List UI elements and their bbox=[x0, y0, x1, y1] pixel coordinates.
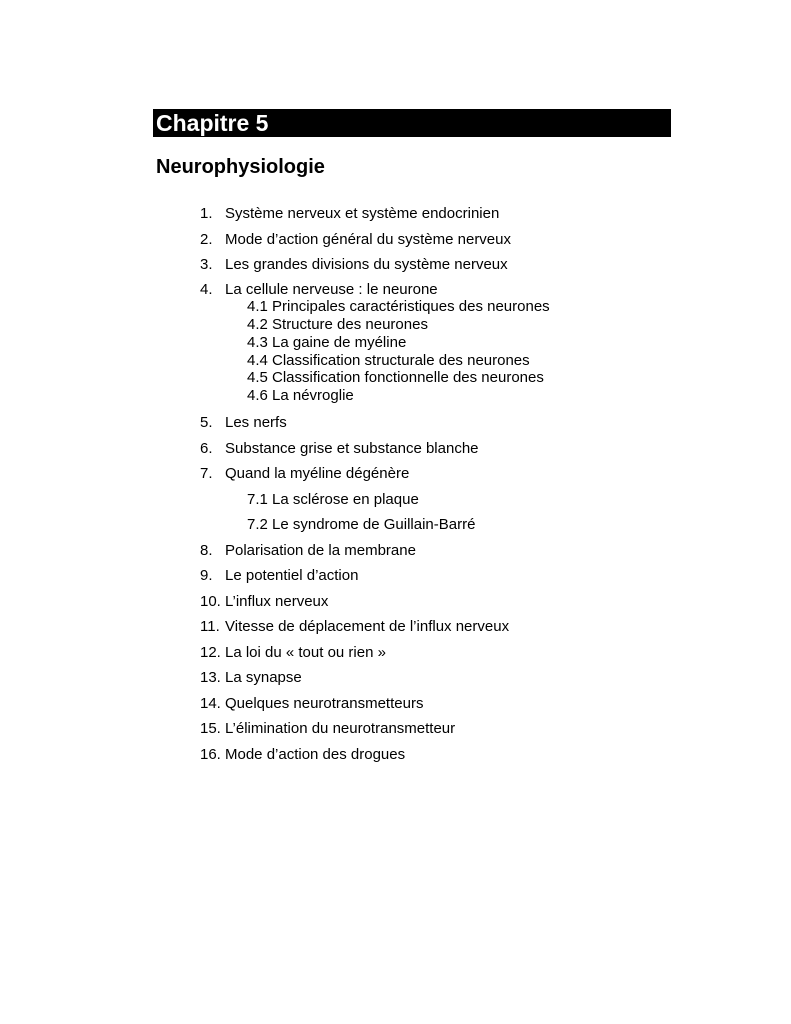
toc-label: Les grandes divisions du système nerveux bbox=[225, 256, 508, 273]
toc-item-3 bbox=[0, 252, 791, 278]
toc-number: 15. bbox=[200, 720, 221, 738]
toc-item-11 bbox=[0, 614, 791, 640]
toc-item-12 bbox=[0, 640, 791, 666]
toc-subitem: 7.2 Le syndrome de Guillain-Barré bbox=[247, 516, 476, 534]
toc-item-1 bbox=[0, 201, 791, 227]
toc-subitems bbox=[0, 487, 791, 538]
toc-label: La cellule nerveuse : le neurone bbox=[225, 280, 438, 298]
toc-number: 16. bbox=[200, 745, 221, 763]
toc-subitem: 4.5 Classification fonctionnelle des neurones bbox=[247, 369, 544, 387]
toc-number: 5. bbox=[200, 414, 213, 432]
toc-number: 6. bbox=[200, 439, 213, 457]
toc-subitem: 4.4 Classification structurale des neurones bbox=[247, 351, 530, 369]
chapter-subtitle: Neurophysiologie bbox=[156, 156, 325, 178]
toc-subitem: 4.1 Principales caractéristiques des neurones bbox=[247, 298, 550, 316]
toc-item-9 bbox=[0, 563, 791, 589]
toc-item-6 bbox=[0, 436, 791, 462]
toc-subitem: 7.1 La sclérose en plaque bbox=[247, 490, 419, 508]
toc-number: 12. bbox=[200, 643, 221, 661]
toc-label: Polarisation de la membrane bbox=[225, 541, 416, 559]
toc-label: Quelques neurotransmetteurs bbox=[225, 694, 424, 712]
toc-subitem: 4.3 La gaine de myéline bbox=[247, 333, 407, 351]
toc-number: 2. bbox=[200, 230, 213, 248]
toc-number: 9. bbox=[200, 567, 213, 585]
toc-number: 4. bbox=[200, 280, 213, 298]
toc-item-7-subitems bbox=[0, 487, 791, 538]
toc-item-10 bbox=[0, 589, 791, 615]
toc-label: Système nerveux et système endocrinien bbox=[225, 205, 500, 222]
toc-label: La loi du « tout ou rien » bbox=[225, 643, 386, 661]
chapter-title-bar bbox=[153, 109, 671, 137]
toc-item-4 bbox=[0, 281, 791, 411]
toc-number: 7. bbox=[200, 465, 213, 483]
toc-label: Le potentiel d’action bbox=[225, 567, 359, 585]
toc-item-14 bbox=[0, 691, 791, 717]
toc-item-13 bbox=[0, 665, 791, 691]
chapter-title: Chapitre 5 bbox=[156, 110, 269, 136]
toc-label: Les nerfs bbox=[225, 414, 287, 432]
toc-item-15 bbox=[0, 716, 791, 742]
toc-item-7 bbox=[0, 461, 791, 487]
toc-label: Substance grise et substance blanche bbox=[225, 439, 479, 457]
toc-item-2 bbox=[0, 227, 791, 253]
toc-item-8 bbox=[0, 538, 791, 564]
toc-label: Vitesse de déplacement de l’influx nerveux bbox=[225, 618, 510, 636]
toc-number: 1. bbox=[200, 205, 213, 222]
toc-subitem: 4.2 Structure des neurones bbox=[247, 316, 428, 334]
toc-label: Quand la myéline dégénère bbox=[225, 465, 410, 483]
toc-number: 8. bbox=[200, 541, 213, 559]
toc-label: L’influx nerveux bbox=[225, 592, 329, 610]
toc-label: Mode d’action des drogues bbox=[225, 745, 406, 763]
toc-number: 14. bbox=[200, 694, 221, 712]
toc-item-5 bbox=[0, 410, 791, 436]
toc-label: La synapse bbox=[225, 669, 302, 687]
toc-label: L’élimination du neurotransmetteur bbox=[225, 720, 456, 738]
toc-subitems bbox=[0, 298, 791, 405]
toc-subitem: 4.6 La névroglie bbox=[247, 387, 354, 405]
toc-label: Mode d’action général du système nerveux bbox=[225, 230, 511, 248]
toc-number: 3. bbox=[200, 256, 213, 273]
toc-number: 13. bbox=[200, 669, 221, 687]
table-of-contents bbox=[0, 201, 791, 767]
toc-number: 10. bbox=[200, 592, 221, 610]
toc-item-16 bbox=[0, 742, 791, 768]
toc-number: 11. bbox=[200, 618, 220, 636]
